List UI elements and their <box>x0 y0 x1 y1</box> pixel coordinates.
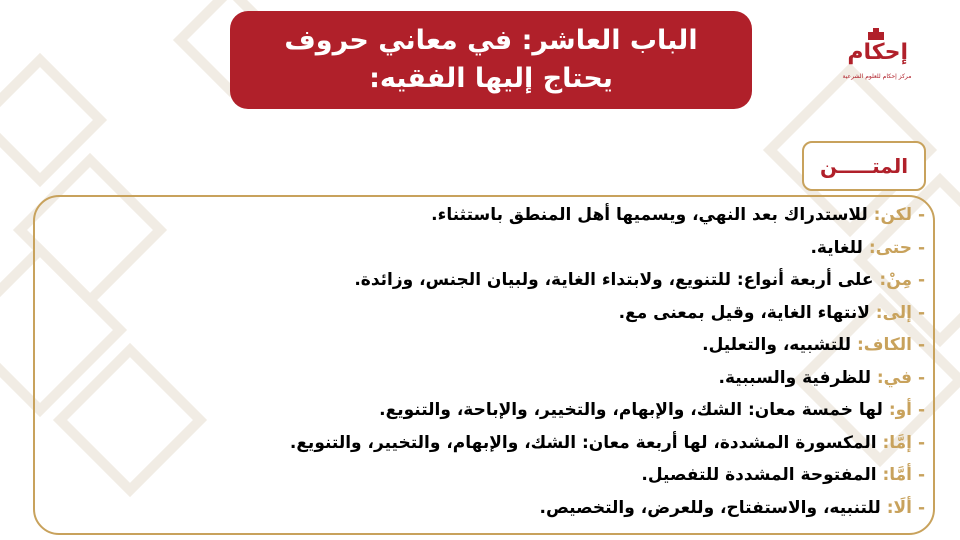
line-term: لكن: <box>873 205 913 225</box>
text-line: - أمَّا: المفتوحة المشددة للتفصيل. <box>641 465 925 485</box>
text-line: - أو: لها خمسة معان: الشك، والإبهام، والتخيير، والإباحة، والتنويع. <box>379 400 925 420</box>
line-term: أو: <box>888 400 913 420</box>
line-text: للغاية. <box>810 237 863 258</box>
text-line: - ألَا: للتنبيه، والاستفتاح، وللعرض، والتخصيص. <box>539 497 925 518</box>
text-line: - لكن: للاستدراك بعد النهي، ويسميها أهل المنطق باستثناء. <box>431 205 925 225</box>
line-text: للتنبيه، والاستفتاح، وللعرض، والتخصيص. <box>539 497 881 518</box>
line-text: للتشبيه، والتعليل. <box>702 335 852 355</box>
line-text: المفتوحة المشددة للتفصيل. <box>641 465 877 485</box>
line-text: للاستدراك بعد النهي، ويسميها أهل المنطق باستثناء. <box>431 205 868 225</box>
text-line: - إمَّا: المكسورة المشددة، لها أربعة معان: الشك، والإبهام، والتخيير، والتنويع. <box>289 432 925 453</box>
line-term: مِنْ: <box>879 270 913 290</box>
title-line-1: الباب العاشر: في معاني حروف <box>284 25 698 56</box>
title-line-2: يحتاج إليها الفقيه: <box>369 63 613 94</box>
text-line: - الكاف: للتشبيه، والتعليل. <box>702 335 925 355</box>
line-text: لها خمسة معان: الشك، والإبهام، والتخيير، والإباحة، والتنويع. <box>379 400 883 420</box>
line-term: إمَّا: <box>882 432 913 453</box>
text-line: - في: للظرفية والسببية. <box>718 367 925 388</box>
logo-subtitle: مركز إحكام للعلوم الشرعية <box>842 73 912 80</box>
text-line: - إلى: لانتهاء الغاية، وقيل بمعنى مع. <box>618 302 925 323</box>
section-tab-matn: المتـــــن <box>802 141 926 191</box>
text-line: - مِنْ: على أربعة أنواع: للتنويع، ولابتداء الغاية، ولبيان الجنس، وزائدة. <box>354 270 925 290</box>
line-text: المكسورة المشددة، لها أربعة معان: الشك، والإبهام، والتخيير، والتنويع. <box>289 432 877 453</box>
line-term: في: <box>876 367 913 388</box>
line-term: إلى: <box>875 302 913 323</box>
line-text: للظرفية والسببية. <box>718 367 871 388</box>
line-term: ألَا: <box>886 497 913 518</box>
line-term: حتى: <box>868 237 913 258</box>
title-banner <box>230 11 752 109</box>
line-text: لانتهاء الغاية، وقيل بمعنى مع. <box>618 302 870 323</box>
line-term: أمَّا: <box>882 465 913 485</box>
line-term: الكاف: <box>856 335 913 355</box>
text-line: - حتى: للغاية. <box>810 237 925 258</box>
line-text: على أربعة أنواع: للتنويع، ولابتداء الغاية، ولبيان الجنس، وزائدة. <box>354 270 874 290</box>
logo-word: إحكام <box>847 40 908 65</box>
text-lines <box>40 199 925 524</box>
